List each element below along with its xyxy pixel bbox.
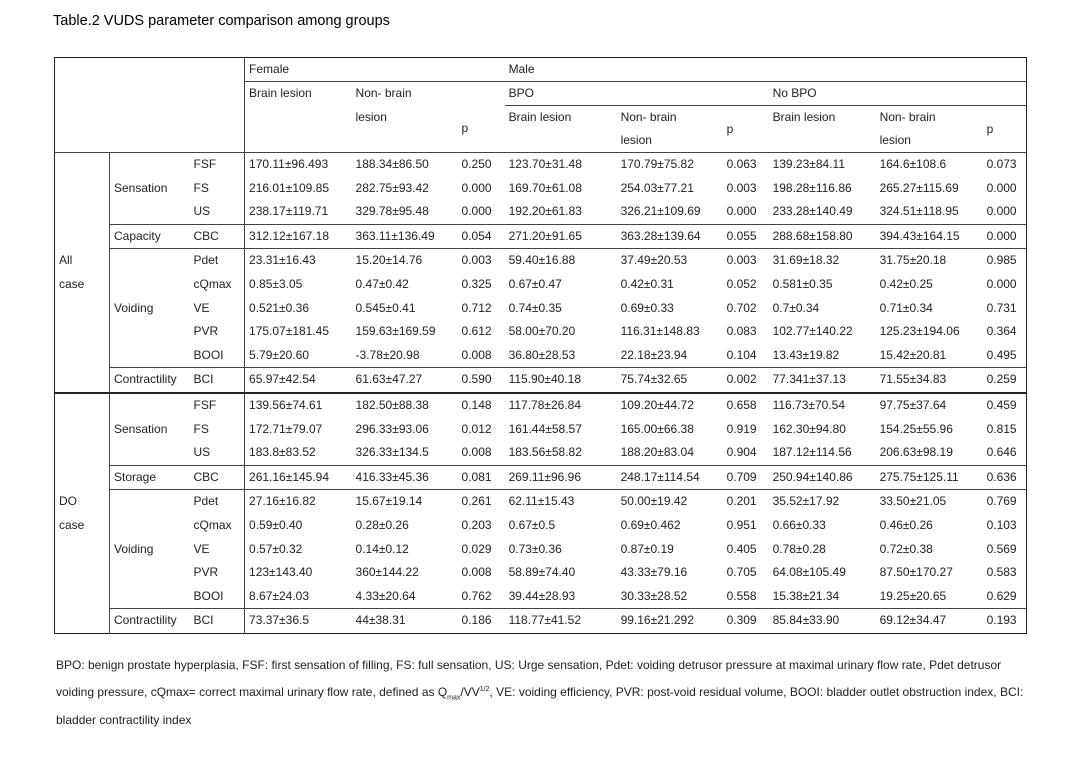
value-cell: 254.03±77.21 [620,180,694,195]
value-cell: 159.63±169.59 [355,324,436,339]
param-label: US [193,204,211,219]
value-cell: 188.34±86.50 [352,153,458,177]
footnote [56,654,1031,733]
section-label: All [59,253,73,268]
table-row [55,609,1027,634]
value-cell: 115.90±40.18 [505,368,617,393]
table-row [55,297,1027,321]
param-label: cQmax [193,276,232,291]
param-label: US [193,445,211,460]
p-value-cell: 0.203 [461,517,492,532]
value-cell: 162.30±94.80 [772,421,846,436]
value-cell: 170.79±75.82 [617,153,723,177]
group-label: Capacity [110,224,190,249]
section-cell [55,177,110,201]
section-cell [55,538,110,562]
section-cell [55,609,110,634]
value-cell: 0.85±3.05 [245,273,352,297]
footnote-subscript: max [447,693,461,701]
p-value-cell: 0.762 [461,588,492,603]
value-cell: 15.67±19.14 [352,490,458,514]
param-label: PVR [193,565,219,580]
header-bpo-non-brain-line1: Non- brain [620,110,677,124]
table-row [55,514,1027,538]
section-cell [55,561,110,585]
group-label: Voiding [110,538,190,562]
section-label-line2: case [59,276,85,291]
section-label-line2: case [59,517,85,532]
value-cell: 265.27±115.69 [879,180,959,195]
value-cell: 188.20±83.04 [620,445,694,460]
table-row [55,224,1027,249]
group-cell [110,344,190,368]
value-cell: 118.77±41.52 [505,609,617,634]
p-value-cell: 0.658 [723,393,769,418]
table-row [55,441,1027,465]
p-value-cell: 0.003 [458,249,505,273]
param-label: cQmax [193,517,232,532]
value-cell: 116.73±70.54 [769,393,876,418]
group-cell [110,273,190,297]
group-label: Contractility [110,368,190,393]
p-value-cell: 0.646 [986,445,1017,460]
section-label: DO [59,494,77,509]
table-row [55,585,1027,609]
p-value-cell: 0.612 [461,324,492,339]
value-cell: 99.16±21.292 [617,609,723,634]
p-value-cell: 0.052 [726,276,757,291]
value-cell: 39.44±28.93 [508,588,576,603]
p-value-cell: 0.712 [461,300,492,315]
value-cell: 275.75±125.11 [876,465,983,490]
value-cell: 35.52±17.92 [769,490,876,514]
value-cell: 123.70±31.48 [505,153,617,177]
table-row [55,344,1027,368]
section-cell [55,393,110,418]
param-label: BOOI [193,347,224,362]
value-cell: 183.8±83.52 [245,441,352,465]
value-cell: 58.89±74.40 [508,565,576,580]
group-cell [110,153,190,177]
p-value-cell: 0.705 [726,565,757,580]
value-cell: 206.63±98.19 [879,445,953,460]
p-value-cell: 0.629 [986,588,1017,603]
p-value-cell: 0.250 [458,153,505,177]
table-body [55,153,1027,634]
value-cell: 61.63±47.27 [352,368,458,393]
p-value-cell: 0.003 [723,249,769,273]
group-cell [110,200,190,224]
section-cell [55,200,110,224]
p-value-cell: 0.104 [726,347,757,362]
value-cell: 0.67±0.47 [508,276,562,291]
header-nobpo-brain-lesion: Brain lesion [772,110,836,124]
value-cell: 0.67±0.5 [508,517,556,532]
value-cell: 0.545±0.41 [355,300,416,315]
value-cell: 0.72±0.38 [879,541,933,556]
value-cell: 117.78±26.84 [505,393,617,418]
value-cell: 0.581±0.35 [772,276,833,291]
value-cell: 172.71±79.07 [245,418,352,442]
group-cell [110,561,190,585]
table-row [55,490,1027,514]
param-label: BCI [190,609,245,634]
value-cell: 44±38.31 [352,609,458,634]
table-row [55,249,1027,273]
group-cell [110,320,190,344]
p-value-cell: 0.495 [986,347,1017,362]
value-cell: 27.16±16.82 [245,490,352,514]
value-cell: 233.28±140.49 [772,204,853,219]
value-cell: 15.20±14.76 [352,249,458,273]
p-value-cell: 0.000 [986,204,1017,219]
group-cell [110,441,190,465]
value-cell: 250.94±140.86 [769,465,876,490]
value-cell: 75.74±32.65 [617,368,723,393]
group-cell [110,249,190,273]
value-cell: 50.00±19.42 [617,490,723,514]
p-value-cell: 0.073 [983,153,1027,177]
p-value-cell: 0.002 [723,368,769,393]
p-value-cell: 0.008 [461,445,492,460]
param-label: PVR [193,324,219,339]
table-row [55,418,1027,442]
value-cell: 216.01±109.85 [245,177,352,201]
table-row [55,177,1027,201]
header-male: Male [505,58,1027,82]
value-cell: 0.69±0.33 [620,300,674,315]
value-cell: 15.38±21.34 [772,588,840,603]
value-cell: 87.50±170.27 [879,565,953,580]
p-value-cell: 0.325 [461,276,492,291]
p-value-cell: 0.815 [986,421,1017,436]
value-cell: 43.33±79.16 [620,565,688,580]
param-label: VE [193,300,210,315]
p-value-cell: 0.000 [986,180,1017,195]
param-label: Pdet [190,249,245,273]
table-row [55,561,1027,585]
value-cell: 296.33±93.06 [355,421,429,436]
value-cell: 288.68±158.80 [769,224,876,249]
p-value-cell: 0.702 [726,300,757,315]
value-cell: 62.11±15.43 [505,490,617,514]
value-cell: 13.43±19.82 [772,347,840,362]
value-cell: 31.75±20.18 [876,249,983,273]
value-cell: 0.74±0.35 [508,300,562,315]
section-cell [55,465,110,490]
value-cell: 363.11±136.49 [352,224,458,249]
value-cell: 192.20±61.83 [508,204,582,219]
value-cell: 139.23±84.11 [769,153,876,177]
param-label: FSF [190,153,245,177]
value-cell: 77.341±37.13 [769,368,876,393]
value-cell: 15.42±20.81 [879,347,947,362]
value-cell: 198.28±116.86 [772,180,852,195]
value-cell: 0.78±0.28 [772,541,826,556]
value-cell: 109.20±44.72 [617,393,723,418]
value-cell: 0.59±0.40 [245,514,352,538]
value-cell: 175.07±181.45 [245,320,352,344]
p-value-cell: 0.459 [983,393,1027,418]
p-value-cell: 0.000 [983,224,1027,249]
value-cell: 65.97±42.54 [245,368,352,393]
value-cell: 123±143.40 [245,561,352,585]
value-cell: 0.46±0.26 [879,517,933,532]
section-cell [55,224,110,249]
header-no-bpo: No BPO [769,82,1027,106]
value-cell: 31.69±18.32 [769,249,876,273]
value-cell: 30.33±28.52 [620,588,688,603]
table-row [55,465,1027,490]
p-value-cell: 0.012 [461,421,492,436]
value-cell: 326.21±109.69 [620,204,701,219]
value-cell: 324.51±118.95 [879,204,959,219]
p-value-cell: 0.919 [726,421,757,436]
p-value-cell: 0.186 [458,609,505,634]
group-cell [110,393,190,418]
param-label: BCI [190,368,245,393]
section-cell [55,344,110,368]
value-cell: 139.56±74.61 [245,393,352,418]
value-cell: 238.17±119.71 [245,200,352,224]
header-nobpo-non-brain-line1: Non- brain [879,110,936,124]
value-cell: 116.31±148.83 [620,324,700,339]
header-female-non-brain-line1: Non- brain [355,86,412,100]
value-cell: 0.73±0.36 [508,541,562,556]
p-value-cell: 0.904 [726,445,757,460]
value-cell: 261.16±145.94 [245,465,352,490]
group-label: Voiding [110,297,190,321]
value-cell: 248.17±114.54 [617,465,723,490]
p-value-cell: 0.201 [723,490,769,514]
p-value-cell: 0.583 [986,565,1017,580]
table-row [55,273,1027,297]
value-cell: 0.42±0.25 [879,276,933,291]
value-cell: 19.25±20.65 [879,588,947,603]
value-cell: 0.57±0.32 [245,538,352,562]
header-corner [55,58,245,153]
value-cell: 33.50±21.05 [876,490,983,514]
value-cell: 182.50±88.38 [352,393,458,418]
p-value-cell: 0.000 [461,204,492,219]
value-cell: 0.87±0.19 [620,541,674,556]
param-label: FS [193,421,209,436]
value-cell: 22.18±23.94 [620,347,688,362]
param-label: FS [193,180,209,195]
value-cell: 164.6±108.6 [876,153,983,177]
section-cell [55,418,110,442]
value-cell: 0.71±0.34 [879,300,933,315]
p-value-cell: 0.259 [983,368,1027,393]
value-cell: 0.521±0.36 [245,297,352,321]
value-cell: 312.12±167.18 [245,224,352,249]
p-value-cell: 0.193 [983,609,1027,634]
value-cell: 363.28±139.64 [617,224,723,249]
p-value-cell: 0.000 [461,180,492,195]
value-cell: 97.75±37.64 [876,393,983,418]
value-cell: 69.12±34.47 [876,609,983,634]
value-cell: 4.33±20.64 [355,588,416,603]
p-value-cell: 0.083 [726,324,757,339]
p-value-cell: 0.636 [983,465,1027,490]
p-value-cell: 0.709 [723,465,769,490]
header-bpo-p: p [726,121,734,136]
p-value-cell: 0.951 [726,517,757,532]
value-cell: 58.00±70.20 [508,324,576,339]
value-cell: 64.08±105.49 [772,565,846,580]
p-value-cell: 0.008 [461,347,492,362]
table-row [55,200,1027,224]
param-label: FSF [190,393,245,418]
value-cell: 0.14±0.12 [355,541,409,556]
p-value-cell: 0.008 [461,565,492,580]
value-cell: 271.20±91.65 [505,224,617,249]
value-cell: -3.78±20.98 [355,347,420,362]
p-value-cell: 0.000 [986,276,1017,291]
section-cell [55,441,110,465]
header-female: Female [245,58,505,82]
group-label: Sensation [110,177,190,201]
value-cell: 394.43±164.15 [876,224,983,249]
p-value-cell: 0.590 [458,368,505,393]
value-cell: 326.33±134.5 [355,445,429,460]
value-cell: 0.47±0.42 [355,276,409,291]
header-bpo-brain-lesion: Brain lesion [508,110,572,124]
param-label: BOOI [193,588,224,603]
param-label: Pdet [190,490,245,514]
vuds-table [54,57,1027,634]
value-cell: 0.7±0.34 [772,300,820,315]
param-label: VE [193,541,210,556]
section-cell [55,153,110,177]
value-cell: 165.00±66.38 [620,421,694,436]
p-value-cell: 0.000 [726,204,757,219]
group-label: Sensation [110,418,190,442]
value-cell: 85.84±33.90 [769,609,876,634]
p-value-cell: 0.148 [458,393,505,418]
p-value-cell: 0.055 [723,224,769,249]
value-cell: 329.78±95.48 [355,204,429,219]
value-cell: 269.11±96.96 [505,465,617,490]
value-cell: 416.33±45.36 [352,465,458,490]
header-nobpo-non-brain-line2: lesion [879,133,911,147]
param-label: CBC [190,465,245,490]
value-cell: 183.56±58.82 [508,445,582,460]
p-value-cell: 0.029 [461,541,492,556]
value-cell: 125.23±194.06 [879,324,960,339]
value-cell: 5.79±20.60 [245,344,352,368]
p-value-cell: 0.769 [983,490,1027,514]
group-cell [110,514,190,538]
p-value-cell: 0.985 [983,249,1027,273]
p-value-cell: 0.731 [986,300,1017,315]
p-value-cell: 0.569 [986,541,1017,556]
header-female-p: p [461,121,469,136]
value-cell: 187.12±114.56 [772,445,852,460]
section-cell [55,297,110,321]
p-value-cell: 0.261 [458,490,505,514]
footnote-text-3: , VE: voiding efficiency, PVR: post-void residual volume, BOOI: bladder outlet obstruction index, BCI: bladder contractility index [56,684,1024,728]
header-nobpo-p: p [986,121,994,136]
footnote-text-1: BPO: benign prostate hyperplasia, FSF: first sensation of filling, FS: full sensation, US: Urge sensation, Pdet: voiding detrusor pressure at maximal urinary flow rate, Pdet detrusor voiding pressure, cQmax= correct maximal urinary flow rate, defined as Q [56,658,1002,699]
footnote-superscript: 1/2 [479,685,490,693]
p-value-cell: 0.405 [726,541,757,556]
header-bpo: BPO [505,82,769,106]
value-cell: 71.55±34.83 [876,368,983,393]
value-cell: 102.77±140.22 [772,324,853,339]
value-cell: 23.31±16.43 [245,249,352,273]
value-cell: 0.69±0.462 [620,517,681,532]
param-label: CBC [190,224,245,249]
value-cell: 0.42±0.31 [620,276,674,291]
value-cell: 59.40±16.88 [505,249,617,273]
value-cell: 0.28±0.26 [355,517,409,532]
group-cell [110,585,190,609]
section-cell [55,320,110,344]
table-row [55,393,1027,418]
header-female-brain-lesion: Brain lesion [245,82,352,106]
table-title: Table.2 VUDS parameter comparison among groups [53,13,390,29]
value-cell: 154.25±55.96 [879,421,953,436]
table-row [55,368,1027,393]
table-row [55,153,1027,177]
value-cell: 169.70±61.08 [508,180,582,195]
group-label: Contractility [110,609,190,634]
p-value-cell: 0.063 [723,153,769,177]
value-cell: 8.67±24.03 [245,585,352,609]
p-value-cell: 0.081 [458,465,505,490]
table-row [55,538,1027,562]
section-cell [55,585,110,609]
value-cell: 282.75±93.42 [355,180,429,195]
p-value-cell: 0.103 [986,517,1017,532]
value-cell: 73.37±36.5 [245,609,352,634]
value-cell: 37.49±20.53 [617,249,723,273]
footnote-text-2: /VV [460,684,480,699]
p-value-cell: 0.054 [458,224,505,249]
value-cell: 161.44±58.57 [508,421,582,436]
section-cell [55,368,110,393]
p-value-cell: 0.558 [726,588,757,603]
group-cell [110,490,190,514]
group-label: Storage [110,465,190,490]
value-cell: 36.80±28.53 [508,347,576,362]
value-cell: 0.66±0.33 [772,517,826,532]
p-value-cell: 0.003 [726,180,757,195]
header-bpo-non-brain-line2: lesion [620,133,652,147]
p-value-cell: 0.309 [723,609,769,634]
p-value-cell: 0.364 [986,324,1017,339]
header-female-non-brain-line2: lesion [355,109,387,124]
value-cell: 170.11±96.493 [245,153,352,177]
value-cell: 360±144.22 [355,565,419,580]
table-row [55,320,1027,344]
